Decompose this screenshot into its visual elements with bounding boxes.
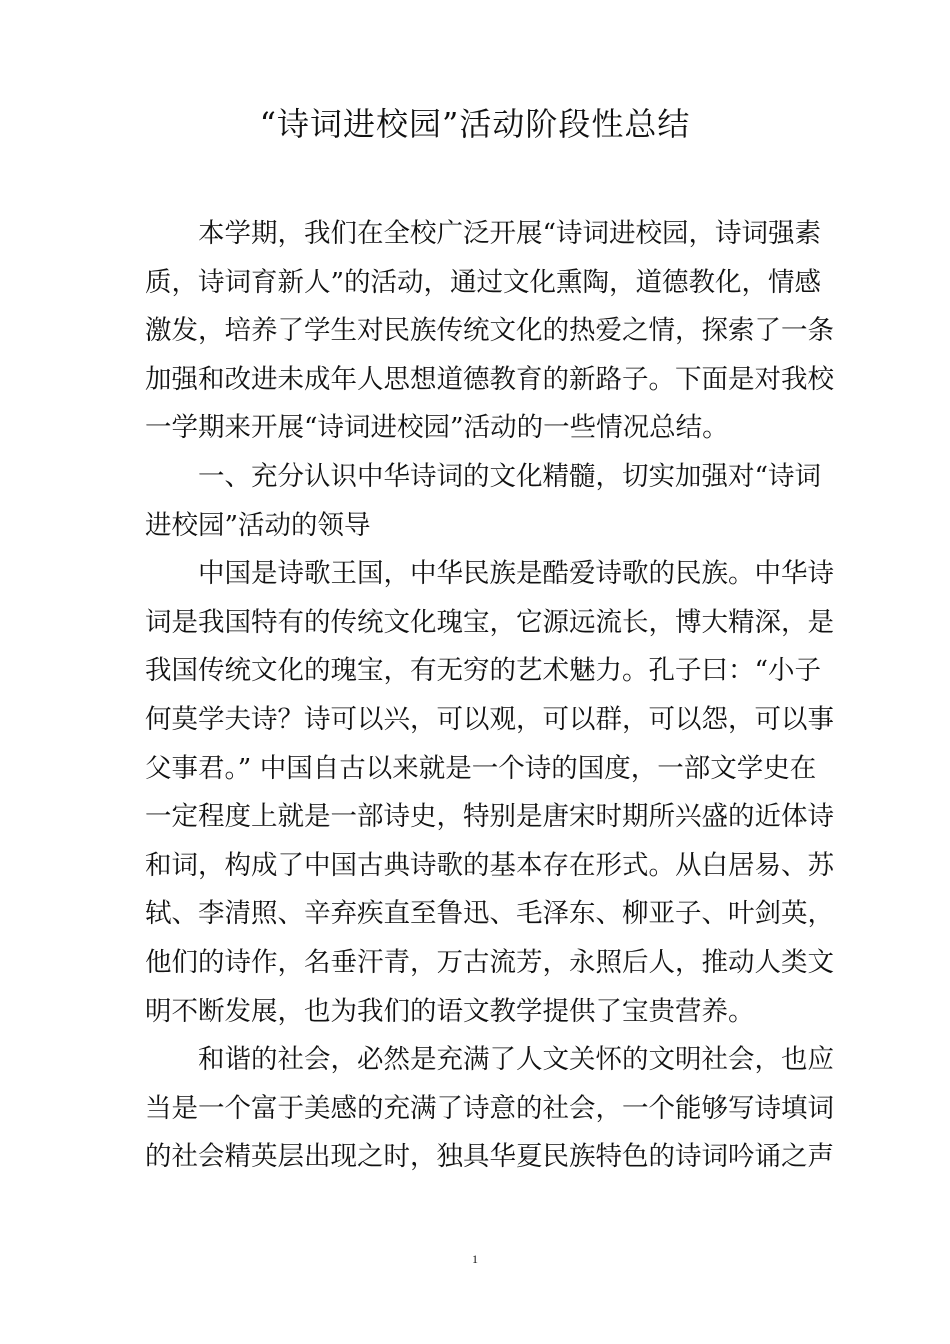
body-line: 激发，培养了学生对民族传统文化的热爱之情，探索了一条 [145, 315, 834, 347]
body-line: 质，诗词育新人”的活动，通过文化熏陶，道德教化，情感 [145, 266, 822, 298]
document-title: “诗词进校园”活动阶段性总结 [259, 105, 691, 143]
body-line: 加强和改进未成年人思想道德教育的新路子。下面是对我校 [145, 363, 834, 395]
body-line: 的社会精英层出现之时，独具华夏民族特色的诗词吟诵之声 [145, 1141, 834, 1173]
body-line: 轼、李清照、辛弃疾直至鲁迅、毛泽东、柳亚子、叶剑英， [145, 898, 834, 930]
body-line: 当是一个富于美感的充满了诗意的社会，一个能够写诗填词 [145, 1092, 834, 1124]
body-line: 中国是诗歌王国，中华民族是酷爱诗歌的民族。中华诗 [145, 558, 834, 590]
body-line: 父事君。” 中国自古以来就是一个诗的国度，一部文学史在 [145, 752, 817, 784]
document-body [145, 214, 834, 1186]
section-heading-line: 进校园”活动的领导 [145, 509, 371, 541]
body-line: 一学期来开展“诗词进校园”活动的一些情况总结。 [145, 412, 729, 444]
body-line: 本学期，我们在全校广泛开展“诗词进校园，诗词强素 [145, 218, 822, 249]
section-heading-line: 一、充分认识中华诗词的文化精髓，切实加强对“诗词 [145, 460, 822, 492]
body-line: 和谐的社会，必然是充满了人文关怀的文明社会，也应 [145, 1044, 834, 1076]
body-line: 和词，构成了中国古典诗歌的基本存在形式。从白居易、苏 [145, 849, 834, 881]
body-line: 明不断发展，也为我们的语文教学提供了宝贵营养。 [145, 995, 755, 1027]
body-line: 他们的诗作，名垂汗青，万古流芳，永照后人，推动人类文 [145, 946, 834, 978]
body-line: 何莫学夫诗？诗可以兴，可以观，可以群，可以怨，可以事 [145, 703, 834, 735]
body-line: 一定程度上就是一部诗史，特别是唐宋时期所兴盛的近体诗 [145, 801, 834, 833]
body-line: 我国传统文化的瑰宝，有无穷的艺术魅力。孔子曰：“小子 [145, 655, 822, 687]
page-number: 1 [472, 1252, 478, 1266]
body-line: 词是我国特有的传统文化瑰宝，它源远流长，博大精深，是 [145, 606, 834, 638]
